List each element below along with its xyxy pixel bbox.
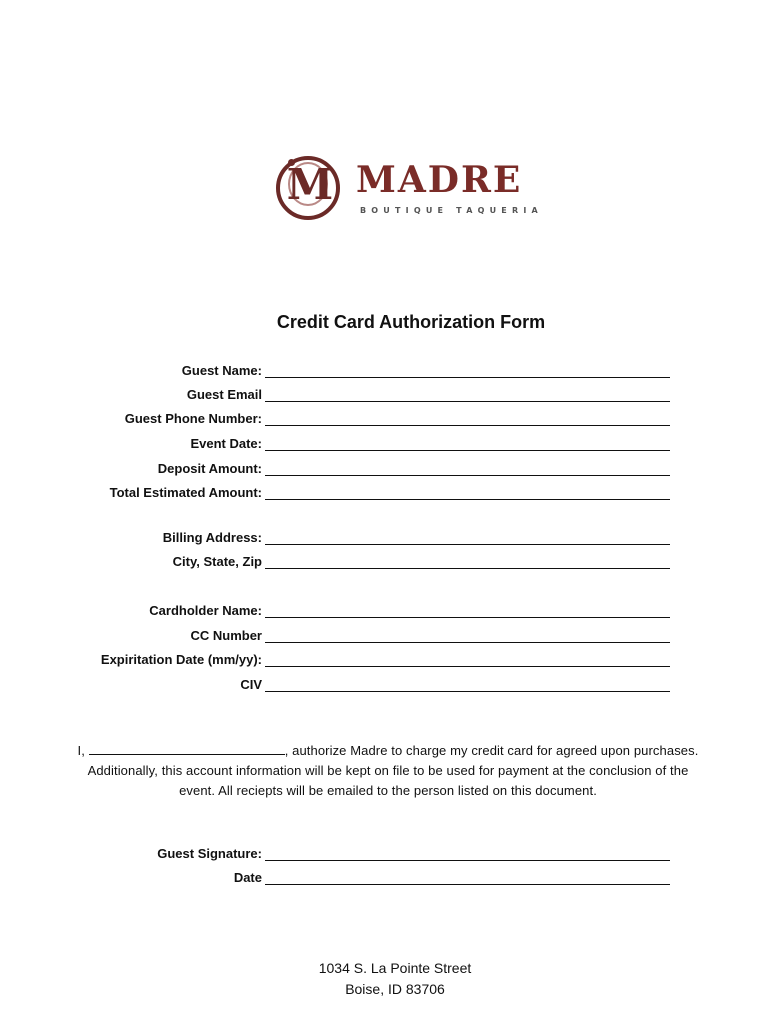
field-line[interactable]	[265, 401, 670, 402]
cardholder-name-field[interactable]	[60, 600, 670, 620]
authorization-line-1	[50, 741, 726, 761]
logo-letter: M	[286, 160, 334, 209]
authorization-line-3: event. All reciepts will be emailed to the person listed on this document.	[179, 783, 597, 798]
civ-field[interactable]	[60, 674, 670, 694]
field-line[interactable]	[265, 425, 670, 426]
field-label: Guest Email	[186, 387, 262, 402]
address-footer	[0, 958, 770, 1000]
guest-email-field[interactable]	[60, 384, 670, 404]
field-line[interactable]	[265, 666, 670, 667]
field-label: City, State, Zip	[172, 554, 262, 569]
field-label: Guest Signature:	[157, 846, 262, 861]
field-label: Billing Address:	[162, 530, 262, 545]
field-line[interactable]	[265, 450, 670, 451]
field-line[interactable]	[265, 544, 670, 545]
deposit-amount-field[interactable]	[60, 458, 670, 478]
signature-date-field[interactable]	[60, 867, 670, 887]
guest-name-field[interactable]	[60, 360, 670, 380]
footer-city: Boise, ID 83706	[345, 981, 445, 997]
field-label: Deposit Amount:	[157, 461, 262, 476]
footer-street: 1034 S. La Pointe Street	[318, 960, 472, 976]
field-label: Total Estimated Amount:	[109, 485, 262, 500]
field-label: Event Date:	[190, 436, 262, 451]
field-line[interactable]	[265, 499, 670, 500]
field-label: Guest Phone Number:	[124, 411, 262, 426]
field-line[interactable]	[265, 475, 670, 476]
field-line[interactable]	[265, 691, 670, 692]
authorization-statement	[50, 741, 726, 801]
authorizer-name-blank[interactable]	[89, 742, 285, 755]
field-label: Expiritation Date (mm/yy):	[100, 652, 262, 667]
cc-number-field[interactable]	[60, 625, 670, 645]
field-line[interactable]	[265, 568, 670, 569]
field-label: Cardholder Name:	[149, 603, 262, 618]
field-label: CC Number	[190, 628, 262, 643]
expiration-date-field[interactable]	[60, 649, 670, 669]
total-estimated-amount-field[interactable]	[60, 482, 670, 502]
field-label: Guest Name:	[181, 363, 262, 378]
authorization-line-2: Additionally, this account information will be kept on file to be used for payment at the conclusion of the	[87, 763, 689, 778]
logo-tagline: BOUTIQUE TAQUERIA	[360, 206, 543, 215]
field-label: Date	[233, 870, 262, 885]
field-line[interactable]	[265, 642, 670, 643]
field-line[interactable]	[265, 884, 670, 885]
auth-suffix: , authorize Madre to charge my credit card for agreed upon purchases.	[284, 743, 699, 758]
page-title: Credit Card Authorization Form	[276, 312, 546, 332]
guest-signature-field[interactable]	[60, 843, 670, 863]
madre-logo	[274, 150, 543, 228]
billing-address-field[interactable]	[60, 527, 670, 547]
field-label: CIV	[240, 677, 262, 692]
event-date-field[interactable]	[60, 433, 670, 453]
field-line[interactable]	[265, 617, 670, 618]
city-state-zip-field[interactable]	[60, 551, 670, 571]
guest-phone-field[interactable]	[60, 408, 670, 428]
field-line[interactable]	[265, 377, 670, 378]
auth-prefix: I,	[77, 743, 85, 758]
field-line[interactable]	[265, 860, 670, 861]
logo-wordmark: MADRE	[356, 159, 523, 201]
